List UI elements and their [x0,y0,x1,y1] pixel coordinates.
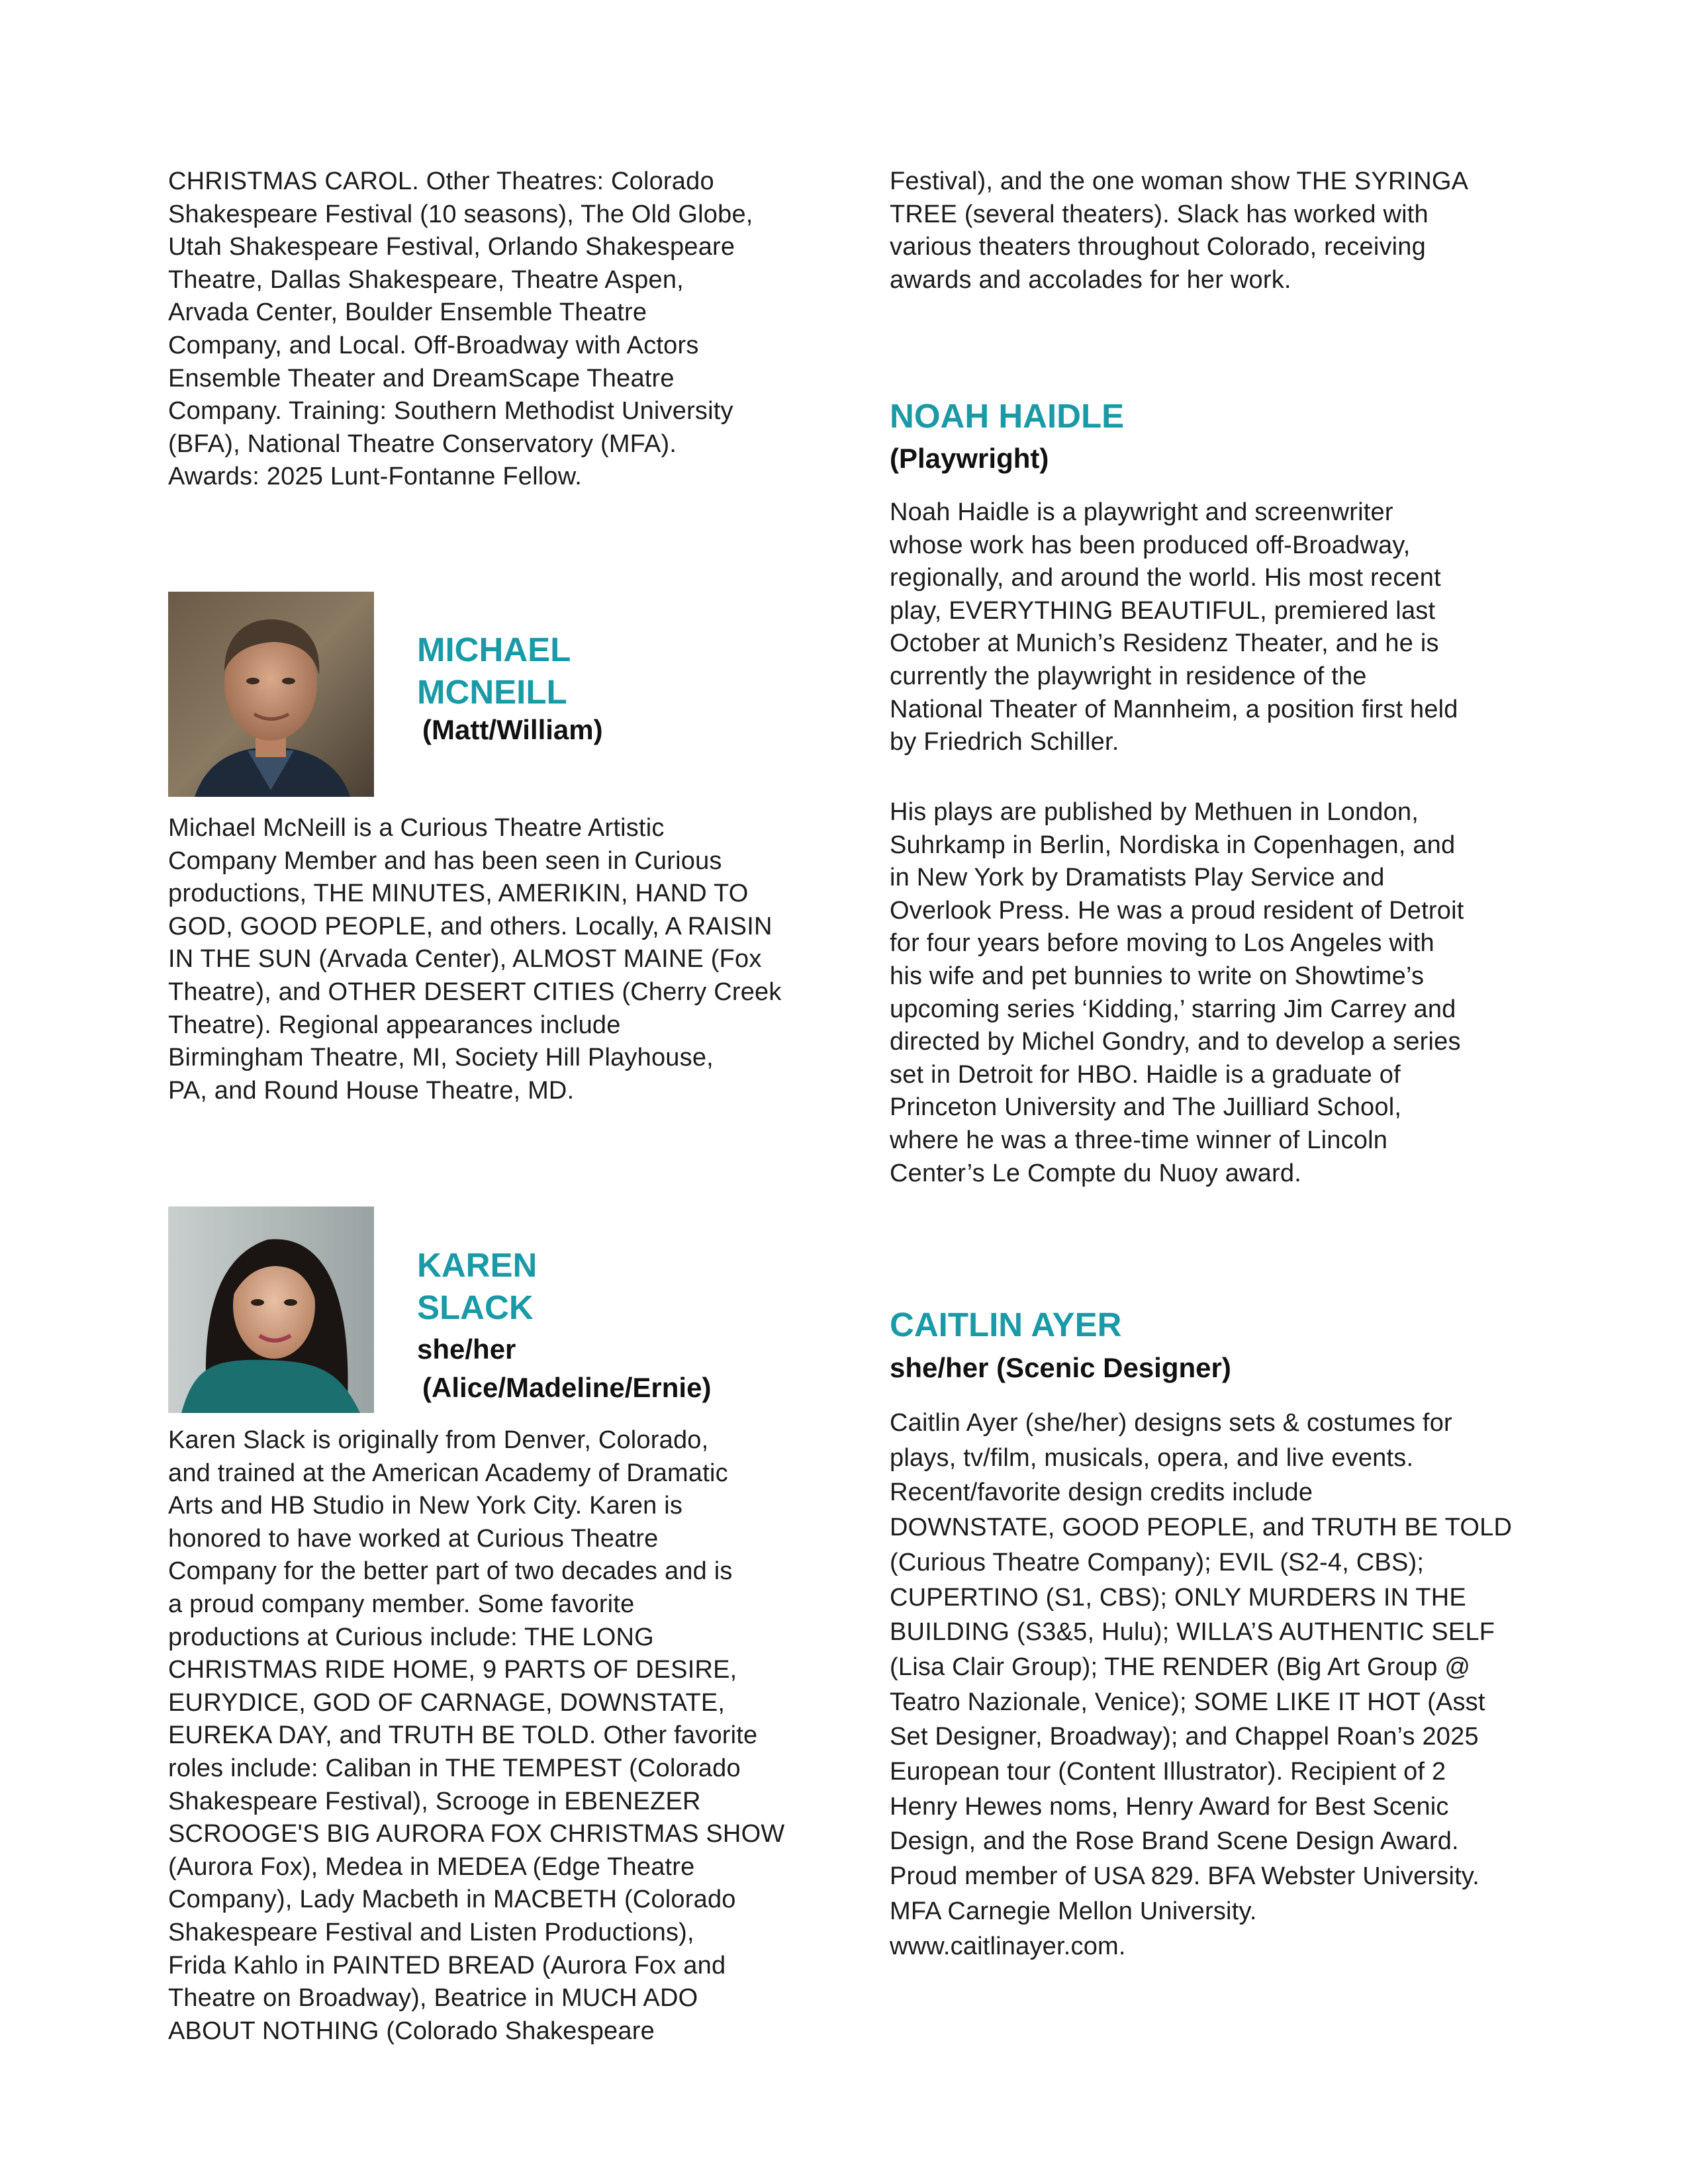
michael-mcneill-bio: Michael McNeill is a Curious Theatre Artistic Company Member and has been seen in Curious productions, THE MINUTES, AMERIKIN, HAND TO GOD, GOOD PEOPLE, and others. Locally, A RAISIN IN THE SUN (Arvada Center), ALMOST MAINE (Fox Theatre), and OTHER DESERT CITIES (Cherry Creek Theatre). Regional appearances include Birmingham Theatre, MI, Society Hill Playhouse, PA, and Round House Theatre, MD. [168,814,782,1105]
caitlin-ayer-bio: Caitlin Ayer (she/her) designs sets & costumes for plays, tv/film, musicals, opera, and live events. Recent/favorite design credits include DOWNSTATE, GOOD PEOPLE, and TRUTH BE TOLD (Curious Theatre Company); EVIL (S2-4, CBS); CUPERTINO (S1, CBS); ONLY MURDERS IN THE BUILDING (S3&5, Hulu); WILLA’S AUTHENTIC SELF (Lisa Clair Group); THE RENDER (Big Art Group @ Teatro Nazionale, Venice); SOME LIKE IT HOT (Asst Set Designer, Broadway); and Chappel Roan’s 2025 European tour (Content Illustrator). Recipient of 2 Henry Hewes noms, Henry Award for Best Scenic Design, and the Rose Brand Scene Design Award. Proud member of USA 829. BFA Webster University. MFA Carnegie Mellon University. www.caitlinayer.com. [890,1409,1513,1960]
caitlin-ayer-name: CAITLIN AYER [890,1306,1122,1343]
caitlin-ayer-role: she/her (Scenic Designer) [890,1352,1231,1383]
karen-slack-bio-continued: Festival), and the one woman show THE SYRINGA TREE (several theaters). Slack has worked with various theaters throughout Colorado, receiving awards and accolades for her work. [890,167,1469,294]
karen-slack-role: (Alice/Madeline/Ernie) [422,1372,712,1403]
michael-mcneill-name: MICHAEL MCNEILL [417,631,571,711]
noah-haidle-name: NOAH HAIDLE [890,397,1125,435]
karen-slack-name: KAREN SLACK [417,1246,538,1326]
karen-slack-pronouns: she/her [417,1334,516,1365]
noah-haidle-role: (Playwright) [890,443,1049,474]
karen-slack-bio: Karen Slack is originally from Denver, Colorado, and trained at the American Academy of Dramatic Arts and HB Studio in New York City. Karen is honored to have worked at Curious Theatre Company for the better part of two decades and is a proud company member. Some favorite productions at Curious include: THE LONG CHRISTMAS RIDE HOME, 9 PARTS OF DESIRE, EURYDICE, GOD OF CARNAGE, DOWNSTATE, EUREKA DAY, and TRUTH BE TOLD. Other favorite roles include: Caliban in THE TEMPEST (Colorado Shakespeare Festival), Scrooge in EBENEZER SCROOGE'S BIG AURORA FOX CHRISTMAS SHOW (Aurora Fox), Medea in MEDEA (Edge Theatre Company), Lady Macbeth in MACBETH (Colorado Shakespeare Festival and Listen Productions), Frida Kahlo in PAINTED BREAD (Aurora Fox and Theatre on Broadway), Beatrice in MUCH ADO ABOUT NOTHING (Colorado Shakespeare [168,1426,785,2045]
michael-mcneill-headshot [168,592,374,797]
michael-mcneill-role: (Matt/William) [422,714,603,745]
karen-slack-headshot [168,1206,374,1413]
intro-bio-continuation: CHRISTMAS CAROL. Other Theatres: Colorado Shakespeare Festival (10 seasons), The Old Globe, Utah Shakespeare Festival, Orlando Shakespeare Theatre, Dallas Shakespeare, Theatre Aspen, Arvada Center, Boulder Ensemble Theatre Company, and Local. Off-Broadway with Actors Ensemble Theater and DreamScape Theatre Company. Training: Southern Methodist University (BFA), National Theatre Conservatory (MFA). Awards: 2025 Lunt-Fontanne Fellow. [168,167,753,491]
noah-haidle-bio-paragraph-2: His plays are published by Methuen in London, Suhrkamp in Berlin, Nordiska in Copenhagen, and in New York by Dramatists Play Service and Overlook Press. He was a proud resident of Detroit for four years before moving to Los Angeles with his wife and pet bunnies to write on Showtime’s upcoming series ‘Kidding,’ starring Jim Carrey and directed by Michel Gondry, and to develop a series set in Detroit for HBO. Haidle is a graduate of Princeton University and The Juilliard School, where he was a three-time winner of Lincoln Center’s Le Compte du Nuoy award. [890,798,1464,1187]
noah-haidle-bio-paragraph-1: Noah Haidle is a playwright and screenwriter whose work has been produced off-Broadway, regionally, and around the world. His most recent play, EVERYTHING BEAUTIFUL, premiered last October at Munich’s Residenz Theater, and he is currently the playwright in residence of the National Theater of Mannheim, a position first held by Friedrich Schiller. [890,498,1458,756]
